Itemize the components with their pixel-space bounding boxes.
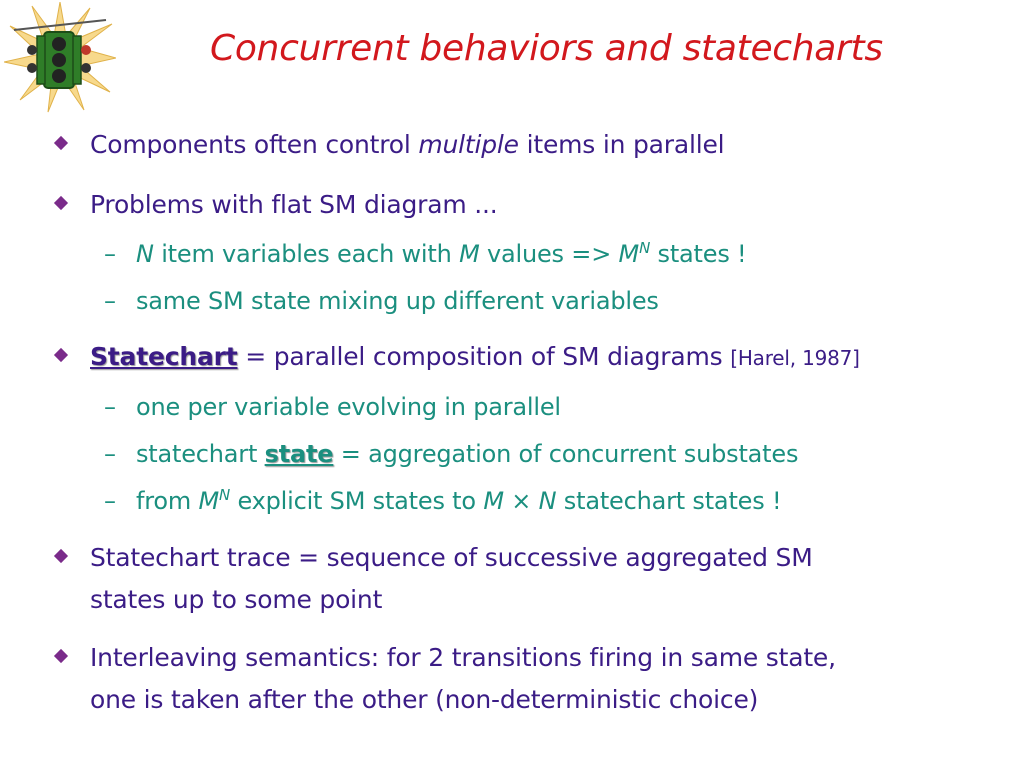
text: items in parallel xyxy=(518,130,725,159)
text: states up to some point xyxy=(90,585,383,614)
keyword: Statechart xyxy=(90,342,238,371)
var-m: M xyxy=(483,487,504,515)
text: statechart xyxy=(136,440,265,468)
var-m: M xyxy=(618,240,640,268)
emphasis: multiple xyxy=(418,130,519,159)
bullet-text xyxy=(90,124,724,166)
dash-bullet: – xyxy=(104,393,116,421)
var-m: M xyxy=(459,240,480,268)
sub-text: same SM state mixing up different variables xyxy=(136,287,659,315)
text: Interleaving semantics: for 2 transitions firing in same state, xyxy=(90,643,836,672)
sub-text: one per variable evolving in parallel xyxy=(136,393,561,421)
bullet-text: Problems with flat SM diagram ... xyxy=(90,190,498,219)
dash-bullet: – xyxy=(104,287,116,315)
diamond-bullet-icon xyxy=(54,649,68,663)
text: one is taken after the other (non-deterministic choice) xyxy=(90,685,759,714)
bullet-text xyxy=(90,336,860,379)
text: Statechart trace = sequence of successive aggregated SM xyxy=(90,543,813,572)
text: explicit SM states to xyxy=(230,487,484,515)
diamond-bullet-icon xyxy=(54,136,68,150)
text: Components often control xyxy=(90,130,419,159)
diamond-bullet-icon xyxy=(54,196,68,210)
diamond-bullet-icon xyxy=(54,348,68,362)
dash-bullet: – xyxy=(104,487,116,515)
text: item variables each with xyxy=(153,240,460,268)
superscript: N xyxy=(639,239,651,257)
var-m: M xyxy=(198,487,219,515)
text: from xyxy=(136,487,199,515)
var-n: N xyxy=(136,240,154,268)
var-n: N xyxy=(538,487,557,515)
diamond-bullet-icon xyxy=(54,549,68,563)
citation: [Harel, 1987] xyxy=(730,346,860,370)
sub-text xyxy=(136,234,746,274)
text: values => xyxy=(479,240,619,268)
bullet-text xyxy=(90,537,813,621)
superscript: N xyxy=(219,486,231,504)
dash-bullet: – xyxy=(104,240,116,268)
text: states ! xyxy=(650,240,747,268)
slide-title: Concurrent behaviors and statecharts xyxy=(210,28,883,69)
text: = aggregation of concurrent substates xyxy=(333,440,799,468)
keyword: state xyxy=(264,440,334,468)
traffic-light-logo xyxy=(4,2,116,114)
text: = parallel composition of SM diagrams xyxy=(237,342,731,371)
sub-text xyxy=(136,434,798,474)
bullet-text xyxy=(90,637,836,721)
times-symbol: × xyxy=(503,487,539,515)
dash-bullet: – xyxy=(104,440,116,468)
text: statechart states ! xyxy=(556,487,782,515)
sub-text xyxy=(136,481,781,521)
